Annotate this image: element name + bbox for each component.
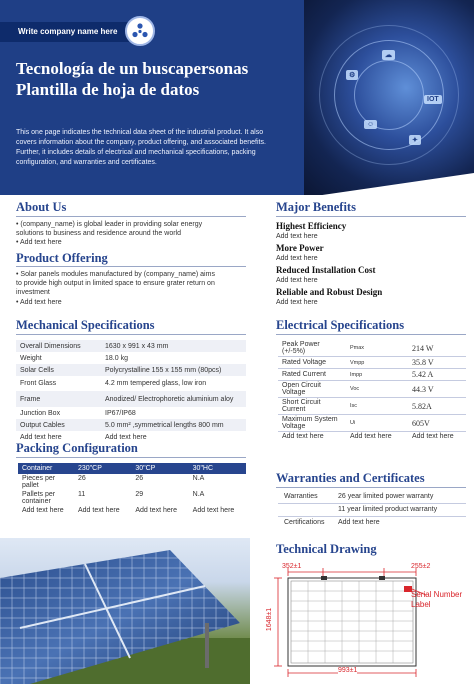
about-bullet-1: • (company_name) is global leader in providing solar energy solutions to business and residence around the world — [16, 221, 203, 237]
page-title-line2: Plantilla de hoja de datos — [16, 80, 200, 99]
benefits-divider — [276, 216, 466, 217]
company-name-bar — [0, 22, 145, 42]
spec-label: Add text here — [20, 433, 62, 441]
table-row — [278, 357, 466, 369]
table-cell: Add text here — [192, 507, 235, 514]
spec-symbol: Impp — [346, 369, 408, 381]
spec-value: 4.2 mm tempered glass, low iron — [105, 380, 207, 387]
spec-value: 1630 x 991 x 43 mm — [101, 340, 246, 352]
benefit-text-4: Add text here — [276, 299, 318, 306]
company-name: Write company name here — [18, 27, 118, 36]
spec-value: 35.8 V — [408, 357, 466, 369]
dimension-bottom-label: 993±1 — [338, 667, 358, 674]
offering-divider — [16, 266, 246, 267]
table-row — [278, 369, 466, 381]
page-title — [16, 58, 316, 100]
spec-label: Rated Voltage — [278, 357, 346, 369]
table-row — [278, 340, 466, 357]
table-cell: Pallets per container — [22, 491, 56, 505]
table-cell: Pieces per pallet — [22, 475, 56, 489]
warranty-label — [278, 503, 332, 516]
warranties-divider — [276, 487, 466, 488]
spec-label: Output Cables — [16, 419, 101, 431]
table-cell: Add text here — [22, 507, 64, 514]
mechanical-divider — [16, 334, 246, 335]
panel-drawing-svg — [266, 560, 471, 682]
offering-title: Product Offering — [16, 251, 108, 265]
header-technology-photo — [304, 0, 474, 195]
network-icon: ⚙ — [346, 70, 358, 80]
spec-symbol: Add text here — [350, 433, 392, 440]
spec-label: Overall Dimensions — [16, 340, 101, 352]
spec-label: Open Circuit Voltage — [278, 381, 346, 398]
spec-label: Frame — [16, 391, 101, 407]
spec-value: 5.42 A — [408, 369, 466, 381]
benefit-heading-1: Highest Efficiency — [276, 221, 347, 231]
drawing-title: Technical Drawing — [276, 542, 377, 556]
spec-label: Peak Power (+/-5%) — [278, 340, 346, 357]
about-title: About Us — [16, 200, 67, 214]
table-row — [16, 419, 246, 431]
table-cell: N.A — [192, 475, 205, 482]
user-icon: ☺ — [364, 120, 377, 129]
table-cell: 11 — [78, 491, 86, 498]
spec-value: 44.3 V — [408, 381, 466, 398]
table-cell: N.A — [192, 491, 205, 498]
warranty-value: 11 year limited product warranty — [332, 503, 466, 516]
column-header: 30"HC — [189, 463, 246, 474]
benefits-title: Major Benefits — [276, 200, 356, 214]
spec-label: Maximum System Voltage — [278, 415, 346, 432]
electrical-table — [278, 340, 466, 441]
table-header-row — [18, 463, 246, 474]
dimension-height-label: 1648±1 — [266, 607, 274, 632]
table-row — [16, 340, 246, 352]
spec-symbol: Vmpp — [346, 357, 408, 369]
mechanical-title: Mechanical Specifications — [16, 318, 155, 332]
offering-bullet-1: • Solar panels modules manufactured by (company_name) aims to provide high output in limited space to ensure grater return on investment — [16, 271, 215, 296]
packing-table — [18, 463, 246, 515]
page-title-line1: Tecnología de un buscapersonas — [16, 59, 249, 78]
intro-paragraph: This one page indicates the technical data sheet of the industrial product. It also covers information about the company, product offering, and associated benefits. Further, it includes details of electrical and mechanical specifications, packing configuration, and warranties and certificates. — [16, 129, 266, 166]
about-bullet-2: • Add text here — [16, 239, 62, 246]
benefit-text-3: Add text here — [276, 277, 318, 284]
spec-label: Short Circuit Current — [278, 398, 346, 415]
packing-title: Packing Configuration — [16, 441, 138, 455]
packing-divider — [16, 457, 246, 458]
spec-symbol: Isc — [346, 398, 408, 415]
spec-symbol: Ui — [346, 415, 408, 432]
warranty-value: Add text here — [338, 519, 380, 527]
table-row — [278, 490, 466, 503]
technical-drawing — [266, 560, 471, 682]
table-cell: 26 — [78, 475, 86, 482]
table-row — [278, 381, 466, 398]
benefit-heading-2: More Power — [276, 243, 324, 253]
table-row — [16, 352, 246, 364]
column-header: Container — [18, 463, 74, 474]
spec-value: 5.0 mm² ,symmetrical lengths 800 mm — [101, 419, 246, 431]
column-header: 230"CP — [74, 463, 131, 474]
warranties-table — [278, 490, 466, 529]
column-header: 30"CP — [131, 463, 188, 474]
table-row — [16, 376, 246, 391]
offering-bullet-2: • Add text here — [16, 299, 62, 306]
table-row — [18, 474, 246, 490]
warranty-label: Certifications — [284, 519, 325, 527]
table-cell: 26 — [135, 475, 144, 482]
benefit-heading-4: Reliable and Robust Design — [276, 287, 383, 297]
spec-value: Polycrystalline 155 x 155 mm (80pcs) — [101, 364, 246, 376]
table-row — [278, 415, 466, 432]
header-banner — [0, 0, 474, 195]
table-row — [278, 398, 466, 415]
serial-label-text-1: Serial Number — [411, 590, 463, 599]
cloud-icon: ☁ — [382, 50, 395, 60]
table-row — [16, 364, 246, 376]
benefit-heading-3: Reduced Installation Cost — [276, 265, 376, 275]
electrical-title: Electrical Specifications — [276, 318, 405, 332]
spec-label: Add text here — [282, 433, 324, 440]
dimension-right-label: 255±2 — [411, 563, 431, 570]
spec-value: 214 W — [408, 340, 466, 357]
dimension-left-label: 352±1 — [282, 563, 302, 570]
spec-value: 605V — [408, 415, 466, 432]
table-row — [278, 432, 466, 442]
spec-label: Rated Current — [278, 369, 346, 381]
spec-value: Add text here — [105, 433, 147, 441]
warranty-value: 26 year limited power warranty — [332, 490, 466, 503]
spec-symbol: Pmax — [346, 340, 408, 357]
about-divider — [16, 216, 246, 217]
spec-label: Solar Cells — [16, 364, 101, 376]
table-row — [278, 516, 466, 529]
bulb-icon: ✦ — [409, 135, 421, 145]
table-row — [18, 490, 246, 506]
spec-value: Anodized/ Electrophoretic aluminium aloy — [101, 391, 246, 407]
table-row — [16, 407, 246, 419]
company-logo-icon — [125, 16, 155, 46]
serial-label-text-2: Label — [411, 600, 431, 609]
table-cell: 29 — [135, 491, 144, 498]
solar-panel-photo — [0, 538, 250, 684]
warranty-label: Warranties — [278, 490, 332, 503]
table-cell: Add text here — [78, 507, 120, 514]
iot-chip: IOT — [424, 95, 442, 104]
warranties-title: Warranties and Certificates — [276, 471, 425, 485]
spec-label: Front Glass — [20, 380, 57, 387]
spec-value: Add text here — [412, 433, 454, 440]
spec-value: 5.82A — [408, 398, 466, 415]
benefit-text-1: Add text here — [276, 233, 318, 240]
spec-value: IP67/IP68 — [105, 409, 136, 417]
spec-label: Junction Box — [20, 409, 61, 417]
benefit-text-2: Add text here — [276, 255, 318, 262]
table-row — [16, 391, 246, 407]
table-cell: Add text here — [135, 507, 177, 514]
electrical-divider — [276, 334, 466, 335]
table-row — [278, 503, 466, 516]
table-row — [18, 506, 246, 515]
mechanical-table — [16, 340, 246, 443]
spec-value: 18.0 kg — [105, 354, 128, 362]
spec-label: Weight — [20, 354, 42, 362]
spec-symbol: Voc — [346, 381, 408, 398]
